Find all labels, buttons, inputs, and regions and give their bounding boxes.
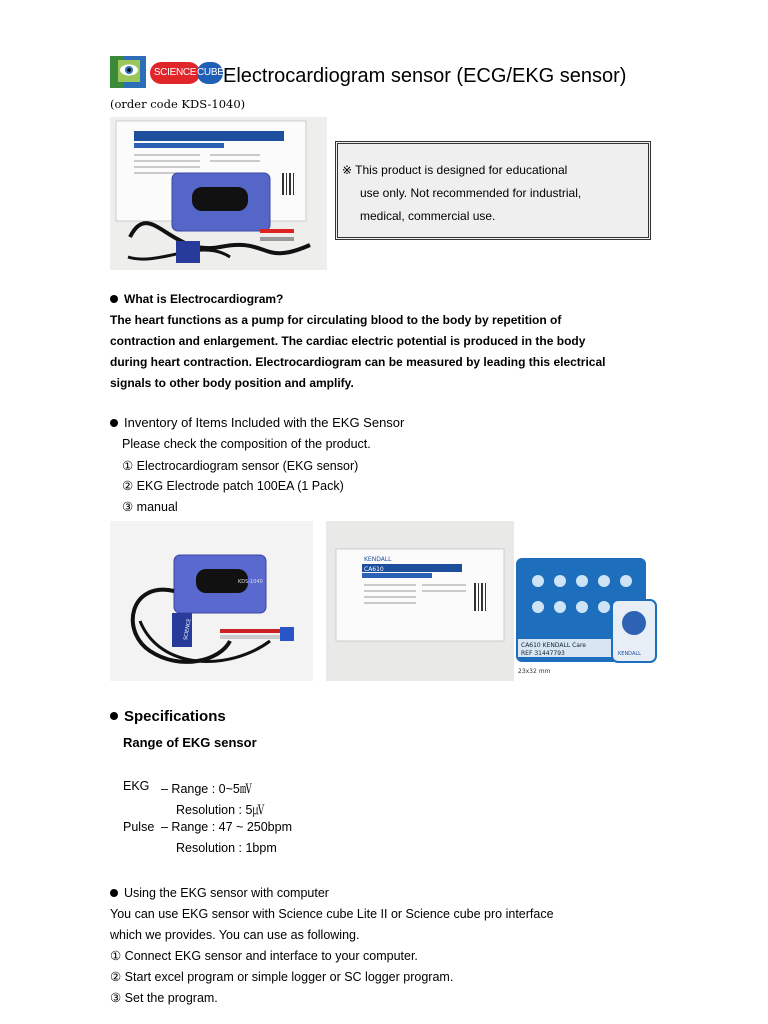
spec-ekg-resolution: Resolution : 5㎶: [176, 803, 265, 817]
paragraph-line: The heart functions as a pump for circulating blood to the body by repetition of: [110, 313, 562, 327]
cable-tag-label: SCIENCE: [182, 618, 193, 641]
ekg-sensor-photo: [110, 521, 313, 681]
logo-science-badge: SCIENCE: [150, 62, 200, 84]
electrode-pack-photo: [326, 521, 514, 681]
bullet-icon: [110, 295, 118, 303]
inventory-item: ② EKG Electrode patch 100EA (1 Pack): [122, 479, 344, 493]
pack-brand: KENDALL: [364, 556, 392, 563]
paragraph-line: You can use EKG sensor with Science cube Lite II or Science cube pro interface: [110, 907, 554, 921]
notice-line: ※ This product is designed for educational: [342, 163, 568, 177]
paragraph-line: which we provides. You can use as following.: [110, 928, 360, 942]
inventory-item: ① Electrocardiogram sensor (EKG sensor): [122, 459, 359, 473]
page-title: Electrocardiogram sensor (ECG/EKG sensor): [223, 65, 627, 87]
section-heading-specifications: Specifications: [110, 708, 226, 725]
spec-pulse-label: Pulse: [123, 820, 155, 834]
step-item: ③ Set the program.: [110, 991, 218, 1005]
inventory-intro: Please check the composition of the product.: [122, 437, 371, 451]
section-heading-inventory: Inventory of Items Included with the EKG Sensor: [110, 415, 404, 430]
paragraph-line: contraction and enlargement. The cardiac electric potential is produced in the body: [110, 334, 586, 348]
bullet-icon: [110, 712, 118, 720]
spec-ekg-label: EKG: [123, 779, 150, 793]
patch-ref: REF 31447793: [521, 650, 565, 657]
step-item: ② Start excel program or simple logger or SC logger program.: [110, 970, 454, 984]
electrode-patch-photo: [514, 521, 659, 681]
section-heading-using: Using the EKG sensor with computer: [110, 886, 329, 900]
step-item: ① Connect EKG sensor and interface to your computer.: [110, 949, 418, 963]
science-cube-logo-icon: [110, 56, 146, 88]
spec-ekg-range: – Range : 0~5㎷: [161, 782, 253, 796]
logo-cube-badge: CUBE: [197, 62, 223, 84]
product-photo: [110, 117, 327, 270]
using-paragraph: [110, 904, 658, 1009]
bullet-icon: [110, 419, 118, 427]
section-heading-what-is: What is Electrocardiogram?: [110, 292, 283, 306]
patch-brand: KENDALL: [618, 651, 641, 657]
pack-name: CA610: [364, 566, 384, 573]
order-code: (order code KDS-1040): [110, 97, 246, 111]
what-is-paragraph: [110, 310, 658, 394]
device-label: KDS-1040: [238, 579, 263, 585]
paragraph-line: during heart contraction. Electrocardiogram can be measured by leading this electrical: [110, 355, 606, 369]
inventory-item: ③ manual: [122, 500, 178, 514]
notice-line: use only. Not recommended for industrial,: [360, 186, 582, 200]
patch-size: 23x32 mm: [518, 668, 551, 675]
notice-line: medical, commercial use.: [360, 209, 496, 223]
usage-notice-box: [335, 141, 651, 240]
spec-pulse-range: – Range : 47 ~ 250bpm: [161, 820, 292, 834]
paragraph-line: signals to other body position and amplify.: [110, 376, 354, 390]
patch-label: CA610 KENDALL Care: [521, 642, 586, 649]
spec-pulse-resolution: Resolution : 1bpm: [176, 841, 277, 855]
bullet-icon: [110, 889, 118, 897]
specifications-subheading: Range of EKG sensor: [123, 735, 257, 750]
